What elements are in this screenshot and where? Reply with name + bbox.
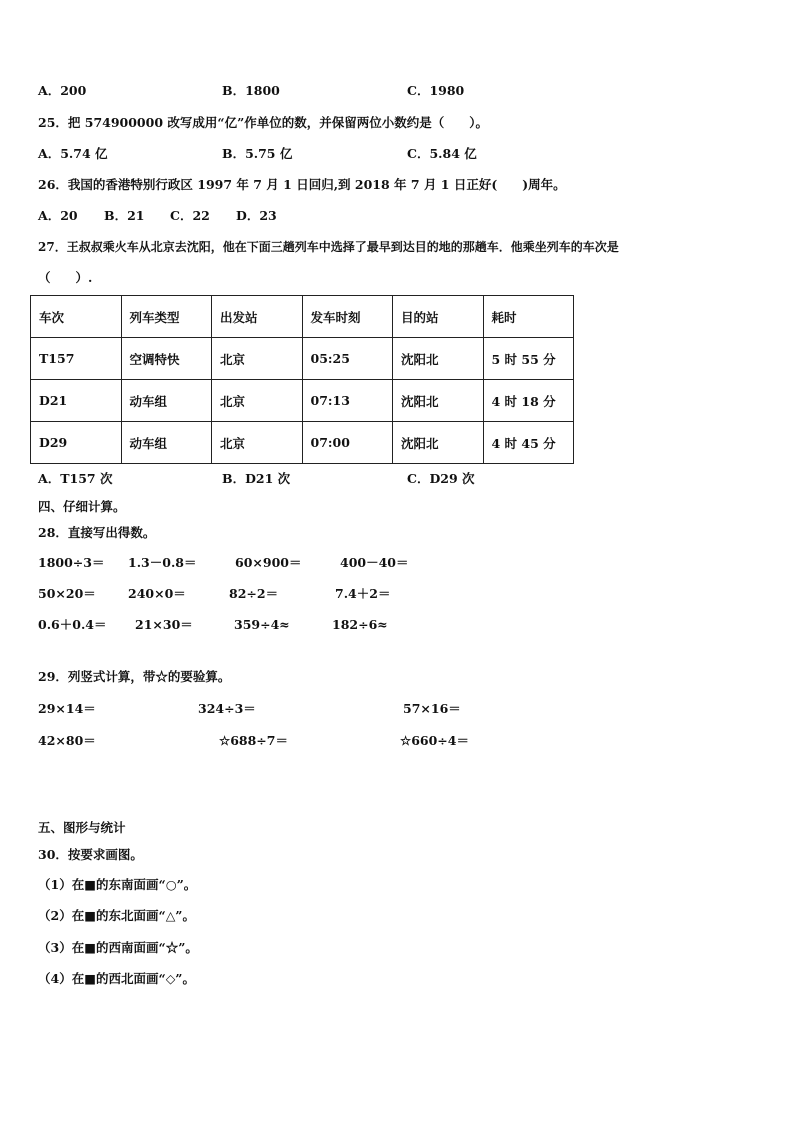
table-cell: 沈阳北 xyxy=(393,338,484,380)
table-cell: 05:25 xyxy=(302,338,393,380)
table-row xyxy=(31,422,574,464)
q30-item: （3）在■的西南面画“☆”。 xyxy=(38,940,198,955)
q28-expr: 240×0＝ xyxy=(128,586,186,601)
q28-expr: 21×30＝ xyxy=(135,617,193,632)
header-cell: 目的站 xyxy=(393,296,484,338)
q26-option-a: A．20 xyxy=(38,208,78,223)
q29-stem: 29．列竖式计算，带☆的要验算。 xyxy=(38,669,231,684)
table-cell: 空调特快 xyxy=(121,338,212,380)
table-cell: 07:13 xyxy=(302,380,393,422)
table-cell: 动车组 xyxy=(121,380,212,422)
table-cell: 5 时 55 分 xyxy=(483,338,574,380)
q30-item: （4）在■的西北面画“◇”。 xyxy=(38,971,196,986)
q28-expr: 0.6＋0.4＝ xyxy=(38,617,107,632)
table-row xyxy=(31,338,574,380)
q25-option-c: C．5.84 亿 xyxy=(407,146,477,161)
header-cell: 出发站 xyxy=(212,296,303,338)
q29-expr: 57×16＝ xyxy=(403,701,461,716)
q28-expr: 7.4＋2＝ xyxy=(335,586,391,601)
q26-option-b: B．21 xyxy=(104,208,145,223)
table-cell: 07:00 xyxy=(302,422,393,464)
train-schedule-table xyxy=(30,295,574,464)
q25-option-b: B．5.75 亿 xyxy=(222,146,293,161)
q26-option-c: C．22 xyxy=(170,208,210,223)
q28-expr: 182÷6≈ xyxy=(332,617,388,632)
q27-option-a: A．T157 次 xyxy=(38,471,113,486)
header-cell: 耗时 xyxy=(483,296,574,338)
section-5-heading: 五、图形与统计 xyxy=(38,820,126,835)
table-cell: 沈阳北 xyxy=(393,380,484,422)
q28-expr: 1800÷3＝ xyxy=(38,555,105,570)
header-cell: 车次 xyxy=(31,296,122,338)
q29-expr: ☆660÷4＝ xyxy=(400,733,469,748)
q25-option-a: A．5.74 亿 xyxy=(38,146,108,161)
table-cell: 4 时 45 分 xyxy=(483,422,574,464)
q29-expr: ☆688÷7＝ xyxy=(219,733,288,748)
table-cell: 北京 xyxy=(212,422,303,464)
table-row xyxy=(31,380,574,422)
q28-expr: 50×20＝ xyxy=(38,586,96,601)
table-header-row xyxy=(31,296,574,338)
q28-expr: 60×900＝ xyxy=(235,555,302,570)
q27-stem: 27．王叔叔乘火车从北京去沈阳，他在下面三趟列车中选择了最早到达目的地的那趟车．他乘坐列车的车次是 xyxy=(38,240,619,254)
q28-expr: 82÷2＝ xyxy=(229,586,279,601)
q27-option-b: B．D21 次 xyxy=(222,471,291,486)
q30-item: （2）在■的东北面画“△”。 xyxy=(38,908,196,923)
table-cell: 北京 xyxy=(212,338,303,380)
q30-stem: 30．按要求画图。 xyxy=(38,847,143,862)
table-cell: 北京 xyxy=(212,380,303,422)
q26-option-d: D．23 xyxy=(236,208,277,223)
q25-stem: 25．把 574900000 改写成用“亿”作单位的数，并保留两位小数约是（ ）。 xyxy=(38,115,489,130)
table-cell: 沈阳北 xyxy=(393,422,484,464)
q28-stem: 28．直接写出得数。 xyxy=(38,525,156,540)
q28-expr: 1.3－0.8＝ xyxy=(128,555,197,570)
q28-expr: 400－40＝ xyxy=(340,555,409,570)
q29-expr: 29×14＝ xyxy=(38,701,96,716)
header-cell: 发车时刻 xyxy=(302,296,393,338)
q29-expr: 324÷3＝ xyxy=(198,701,256,716)
q24-option-c: C．1980 xyxy=(407,83,465,98)
q29-expr: 42×80＝ xyxy=(38,733,96,748)
table-cell: 4 时 18 分 xyxy=(483,380,574,422)
q30-item: （1）在■的东南面画“○”。 xyxy=(38,877,197,892)
q27-stem-blank: （ ）. xyxy=(38,270,93,285)
q27-option-c: C．D29 次 xyxy=(407,471,475,486)
table-cell: T157 xyxy=(31,338,122,380)
q26-stem: 26．我国的香港特别行政区 1997 年 7 月 1 日回归,到 2018 年 7 月 1 日正好( )周年。 xyxy=(38,177,566,192)
q24-option-a: A．200 xyxy=(38,83,87,98)
table-cell: D29 xyxy=(31,422,122,464)
header-cell: 列车类型 xyxy=(121,296,212,338)
section-4-heading: 四、仔细计算。 xyxy=(38,499,126,514)
q28-expr: 359÷4≈ xyxy=(234,617,290,632)
table-cell: D21 xyxy=(31,380,122,422)
table-cell: 动车组 xyxy=(121,422,212,464)
q24-option-b: B．1800 xyxy=(222,83,280,98)
